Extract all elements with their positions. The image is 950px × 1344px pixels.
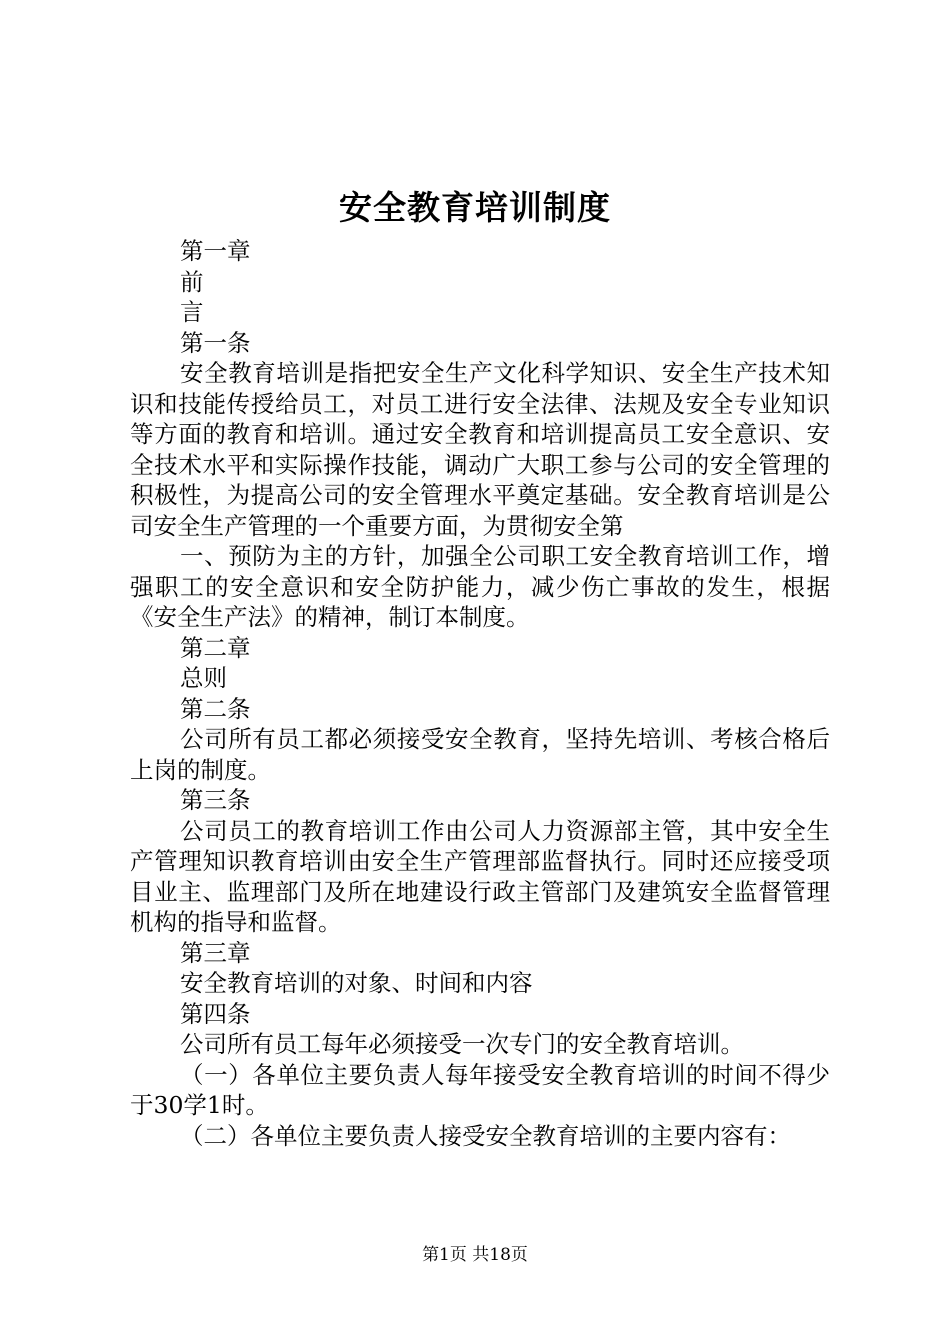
section-heading: 第二条 — [180, 694, 251, 723]
body-paragraph: 安全教育培训是指把安全生产文化科学知识、安全生产技术知识和技能传授给员工，对员工进行安全法律、法规及安全专业知识等方面的教育和培训。通过安全教育和培训提高员工安全意识、安全技术水平和实际操作技能，调动广大职工参与公司的安全管理的积极性，为提高公司的安全管理水平奠定基础。安全教育培训是公司安全生产管理的一个重要方面，为贯彻安全第 — [130, 359, 830, 540]
section-heading: 第一章 — [180, 237, 251, 265]
document-title: 安全教育培训制度 — [339, 188, 611, 227]
section-heading: 总则 — [180, 664, 227, 692]
section-heading: 第四条 — [180, 999, 251, 1028]
body-paragraph: 公司员工的教育培训工作由公司人力资源部主管，其中安全生产管理知识教育培训由安全生产管理部监督执行。同时还应接受项目业主、监理部门及所在地建设行政主管部门及建筑安全监督管理机构的指导和监督。 — [130, 816, 830, 936]
section-heading: 前 — [180, 267, 204, 296]
section-heading: 第二章 — [180, 633, 251, 662]
page-footer: 第1页 共18页 — [422, 1245, 528, 1265]
section-heading: 第一条 — [180, 328, 251, 357]
body-paragraph: 公司所有员工都必须接受安全教育，坚持先培训、考核合格后上岗的制度。 — [130, 725, 830, 784]
body-paragraph: 一、预防为主的方针，加强全公司职工安全教育培训工作，增强职工的安全意识和安全防护能力，减少伤亡事故的发生，根据《安全生产法》的精神，制订本制度。 — [130, 542, 830, 631]
section-heading: 言 — [180, 298, 204, 326]
section-heading: 第三条 — [180, 786, 251, 814]
document-body — [130, 236, 830, 1151]
section-heading: 安全教育培训的对象、时间和内容 — [180, 969, 533, 997]
body-paragraph: （二）各单位主要负责人接受安全教育培训的主要内容有： — [180, 1121, 791, 1150]
body-paragraph: 公司所有员工每年必须接受一次专门的安全教育培训。 — [180, 1030, 744, 1058]
section-heading: 第三章 — [180, 938, 251, 967]
body-paragraph: （一）各单位主要负责人每年接受安全教育培训的时间不得少于30学1时。 — [130, 1060, 830, 1119]
